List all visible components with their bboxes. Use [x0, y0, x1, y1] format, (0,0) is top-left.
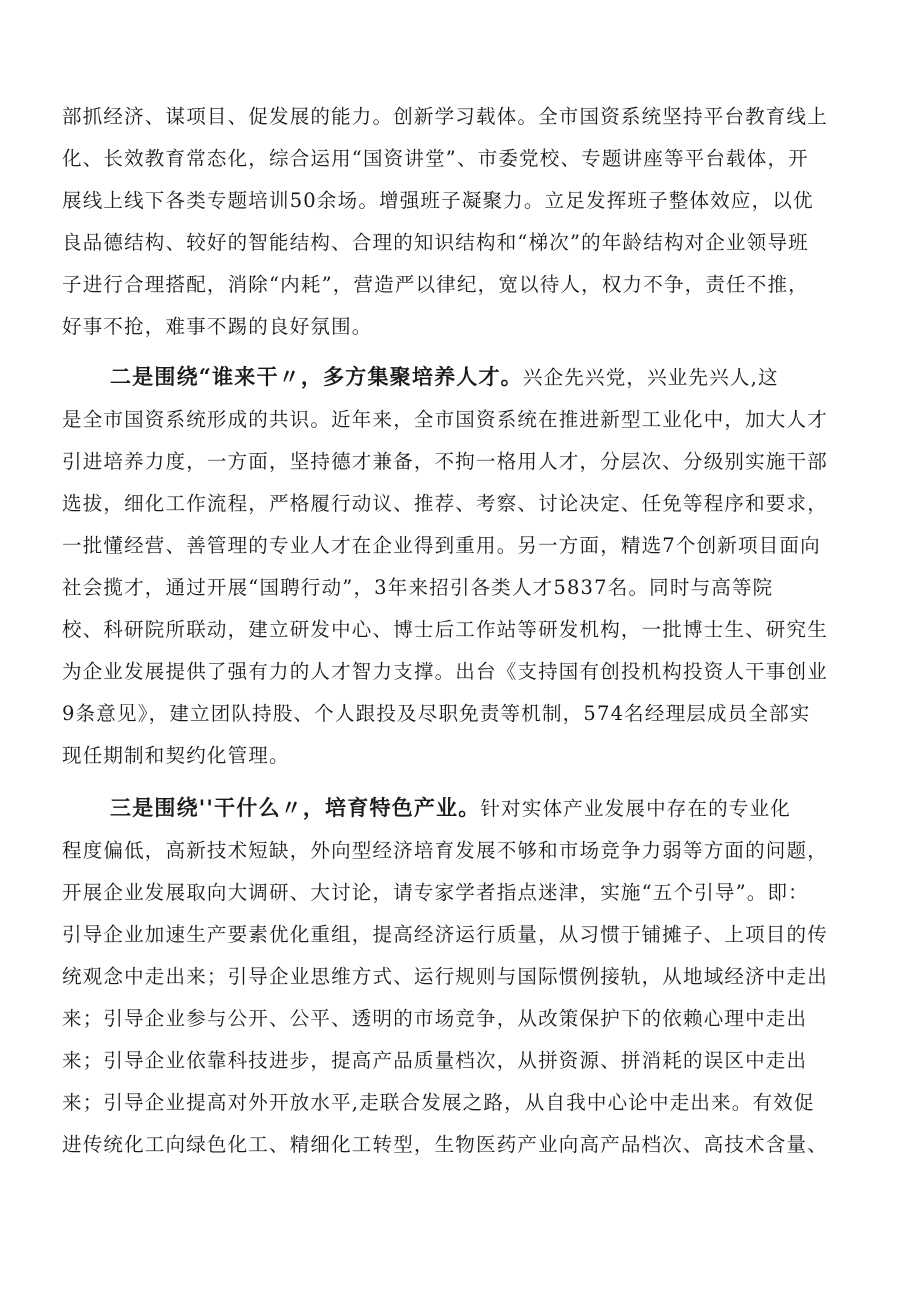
paragraph-2-line-5: 一批懂经营、善管理的专业人才在企业得到重用。另一方面，精选7个创新项目面向	[62, 534, 821, 557]
paragraph-3-line-9: 进传统化工向绿色化工、精细化工转型，生物医药产业向高产品档次、高技术含量、	[62, 1133, 828, 1156]
paragraph-2-lead: 二是围绕“谁来干〃，多方集聚培养人才。	[110, 364, 523, 389]
paragraph-2-line-1	[110, 363, 862, 391]
paragraph-3-line-8: 来；引导企业提高对外开放水平,走联合发展之路，从自我中心论中走出来。有效促	[62, 1091, 815, 1114]
paragraph-2-line-10: 现任期制和契约化管理。	[62, 744, 290, 767]
paragraph-3-line-3: 开展企业发展取向大调研、大讨论，请专家学者指点迷津，实施“五个引导”。即：	[62, 881, 809, 904]
paragraph-3-line-4: 引导企业加速生产要素优化重组，提高经济运行质量，从习惯于铺摊子、上项目的传	[62, 923, 828, 946]
paragraph-3-lead: 三是围绕''干什么〃，培育特色产业。	[110, 795, 481, 820]
paragraph-2-line-6: 社会揽才，通过开展“国聘行动”，3年来招引各类人才5837名。同时与高等院	[62, 576, 774, 599]
paragraph-2-line-9: 9条意见》，建立团队持股、个人跟投及尽职免责等机制，574名经理层成员全部实	[62, 702, 811, 725]
paragraph-1-line-1: 部抓经济、谋项目、促发展的能力。创新学习载体。全市国资系统坚持平台教育线上	[62, 105, 828, 128]
paragraph-1-line-4: 良品德结构、较好的智能结构、合理的知识结构和“梯次”的年龄结构对企业领导班	[62, 231, 809, 254]
paragraph-3-line-1	[110, 794, 862, 822]
paragraph-1-line-2: 化、长效教育常态化，综合运用“国资讲堂”、市委党校、专题讲座等平台载体，开	[62, 147, 809, 170]
paragraph-2-line-2: 是全市国资系统形成的共识。近年来，全市国资系统在推进新型工业化中，加大人才	[62, 408, 828, 431]
paragraph-3-line-7: 来；引导企业依靠科技进步，提高产品质量档次，从拼资源、拼消耗的误区中走出	[62, 1049, 808, 1072]
paragraph-1-line-3: 展线上线下各类专题培训50余场。增强班子凝聚力。立足发挥班子整体效应，以优	[62, 189, 814, 212]
paragraph-2-line-8: 为企业发展提供了强有力的人才智力支撑。出台《支持国有创投机构投资人干事创业	[62, 660, 828, 683]
paragraph-2-line-4: 选拔，细化工作流程，严格履行动议、推荐、考察、讨论决定、任免等程序和要求，	[62, 492, 828, 515]
paragraph-2-first-rest: 兴企先兴党，兴业先兴人,这	[522, 366, 779, 389]
paragraph-3-first-rest: 针对实体产业发展中存在的专业化	[480, 797, 791, 820]
paragraph-1-line-5: 子进行合理搭配，消除“内耗”，营造严以律纪，宽以待人，权力不争，责任不推，	[62, 273, 809, 296]
paragraph-2-line-3: 引进培养力度，一方面，坚持德才兼备，不拘一格用人才，分层次、分级别实施干部	[62, 450, 828, 473]
paragraph-2-line-7: 校、科研院所联动，建立研发中心、博士后工作站等研发机构，一批博士生、研究生	[62, 618, 828, 641]
paragraph-3-line-5: 统观念中走出来；引导企业思维方式、运行规则与国际惯例接轨，从地域经济中走出	[62, 965, 828, 988]
paragraph-3-line-2: 程度偏低，高新技术短缺，外向型经济培育发展不够和市场竞争力弱等方面的问题，	[62, 839, 828, 862]
paragraph-3-line-6: 来；引导企业参与公开、公平、透明的市场竞争，从改策保护下的依赖心理中走出	[62, 1007, 808, 1030]
paragraph-1-line-6: 好事不抢，难事不踢的良好氛围。	[62, 315, 373, 338]
